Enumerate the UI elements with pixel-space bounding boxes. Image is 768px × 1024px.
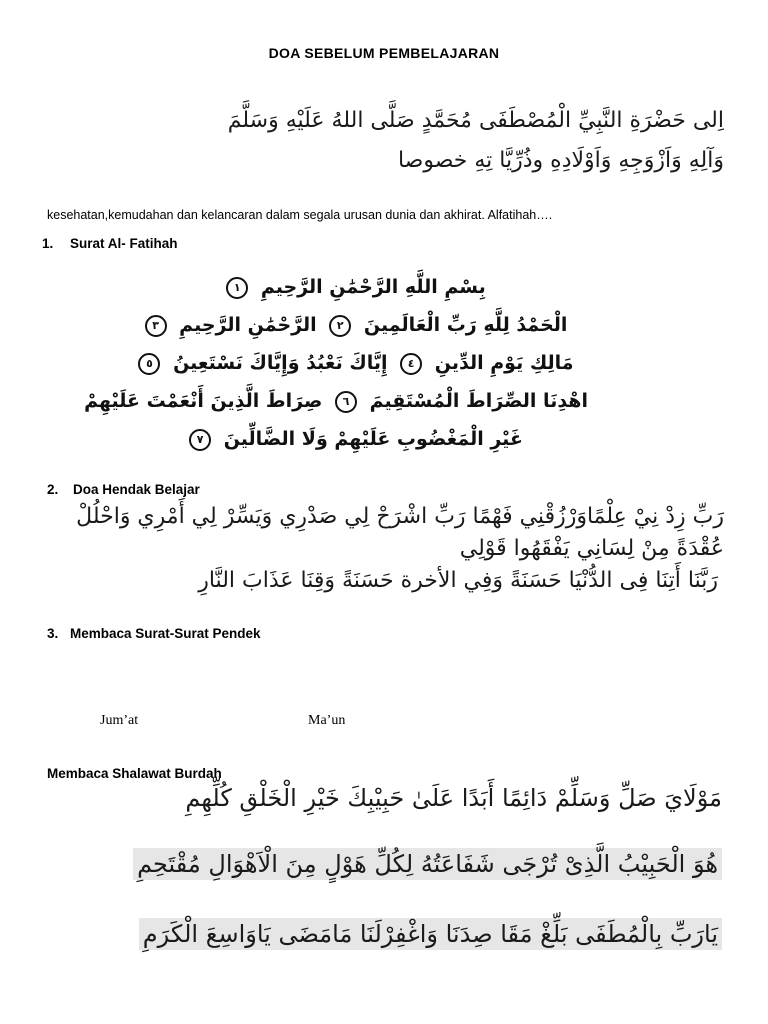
burdah-line-3: يَارَبِّ بِالْمُطَفَى بَلِّغْ مَقَا صِدَنَا وَاغْفِرْلَنَا مَامَضَى يَاوَاسِعَ الْكَرَمِ (139, 918, 722, 950)
ayah-number-icon: ٥ (138, 353, 160, 375)
ayah-number-icon: ٢ (329, 315, 351, 337)
section-heading-surat-pendek (47, 626, 261, 641)
doa-belajar-line-2: عُقْدَةً مِنْ لِسَانِي يَفْقَهُوا قَوْلِي (459, 536, 724, 561)
verse-text: غَيْرِ الْمَغْضُوبِ عَلَيْهِمْ وَلَا الضَّالِّينَ (223, 428, 523, 450)
fatihah-calligraphy (84, 268, 588, 460)
intro-arabic-line-2: وَآلِهِ وَاَزْوَجِهِ وَاَوْلَادِهِ وذُرِّيَّا تِهِ خصوصا (397, 148, 724, 173)
burdah-line-2: هُوَ الْحَبِيْبُ الَّذِىْ تُرْجَى شَفَاعَتُهُ لِكُلِّ هَوْلٍ مِنَ الْاَهْوَالِ مُقْتَحِمِ (133, 848, 722, 880)
fatihah-line (118, 420, 588, 458)
section-heading-fatihah (42, 236, 178, 251)
fatihah-line (118, 344, 588, 382)
verse-text: اهْدِنَا الصِّرَاطَ الْمُسْتَقِيمَ (369, 390, 588, 412)
fatihah-line (118, 268, 588, 306)
ayah-number-icon: ٤ (400, 353, 422, 375)
doa-belajar-line-3: رَبَّنَا أَتِنَا فِى الدُّنْيَا حَسَنَةً وَفِي الأخرة حَسَنَةً وَقِنَا عَذَابَ النَّارِ (198, 568, 718, 593)
section-number: 1. (42, 236, 54, 251)
burdah-line-1: مَوْلَايَ صَلِّ وَسَلِّمْ دَائِمًا أَبَدًا عَلَىٰ حَبِيْبِكَ خَيْرِ الْخَلْقِ كُلِّهِمِ (185, 784, 722, 812)
verse-text: بِسْمِ اللَّهِ الرَّحْمَٰنِ الرَّحِيمِ (260, 276, 486, 298)
verse-text: الْحَمْدُ لِلَّهِ رَبِّ الْعَالَمِينَ (363, 314, 568, 336)
verse-text: مَالِكِ يَوْمِ الدِّينِ (434, 352, 574, 374)
fatihah-line (84, 382, 588, 420)
section-title: Surat Al- Fatihah (70, 236, 178, 251)
intro-text: kesehatan,kemudahan dan kelancaran dalam segala urusan dunia dan akhirat. Alfatihah…. (47, 208, 553, 222)
section-heading-burdah: Membaca Shalawat Burdah (47, 766, 222, 781)
doa-belajar-line-1: رَبِّ زِدْ نِيْ عِلْمًاوَرْزُقْنِي فَهْمًا رَبِّ اشْرَحْ لِي صَدْرِي وَيَسِّرْ لِي أَمْرِي وَاحْلُلْ (76, 504, 724, 529)
section-title: Doa Hendak Belajar (73, 482, 200, 497)
ayah-number-icon: ٧ (189, 429, 211, 451)
surah-jumat: Jum’at (100, 713, 139, 728)
ayah-number-icon: ١ (226, 277, 248, 299)
intro-arabic-line-1: اِلى حَضْرَةِ النَّبِيِّ الْمُصْطَفَى مُحَمَّدٍ صَلَّى اللهُ عَلَيْهِ وَسَلَّمَ (227, 108, 724, 133)
surah-maun: Ma’un (308, 713, 346, 728)
verse-text: إِيَّاكَ نَعْبُدُ وَإِيَّاكَ نَسْتَعِينُ (173, 352, 388, 374)
verse-text: الرَّحْمَٰنِ الرَّحِيمِ (179, 314, 317, 336)
section-number: 2. (47, 482, 59, 497)
section-title: Membaca Surat-Surat Pendek (70, 626, 261, 641)
section-number: 3. (47, 626, 59, 641)
verse-text: صِرَاطَ الَّذِينَ أَنْعَمْتَ عَلَيْهِمْ (84, 390, 323, 412)
fatihah-line (118, 306, 588, 344)
ayah-number-icon: ٣ (145, 315, 167, 337)
page-title: DOA SEBELUM PEMBELAJARAN (268, 45, 500, 61)
ayah-number-icon: ٦ (335, 391, 357, 413)
section-heading-doa-belajar (47, 482, 200, 497)
